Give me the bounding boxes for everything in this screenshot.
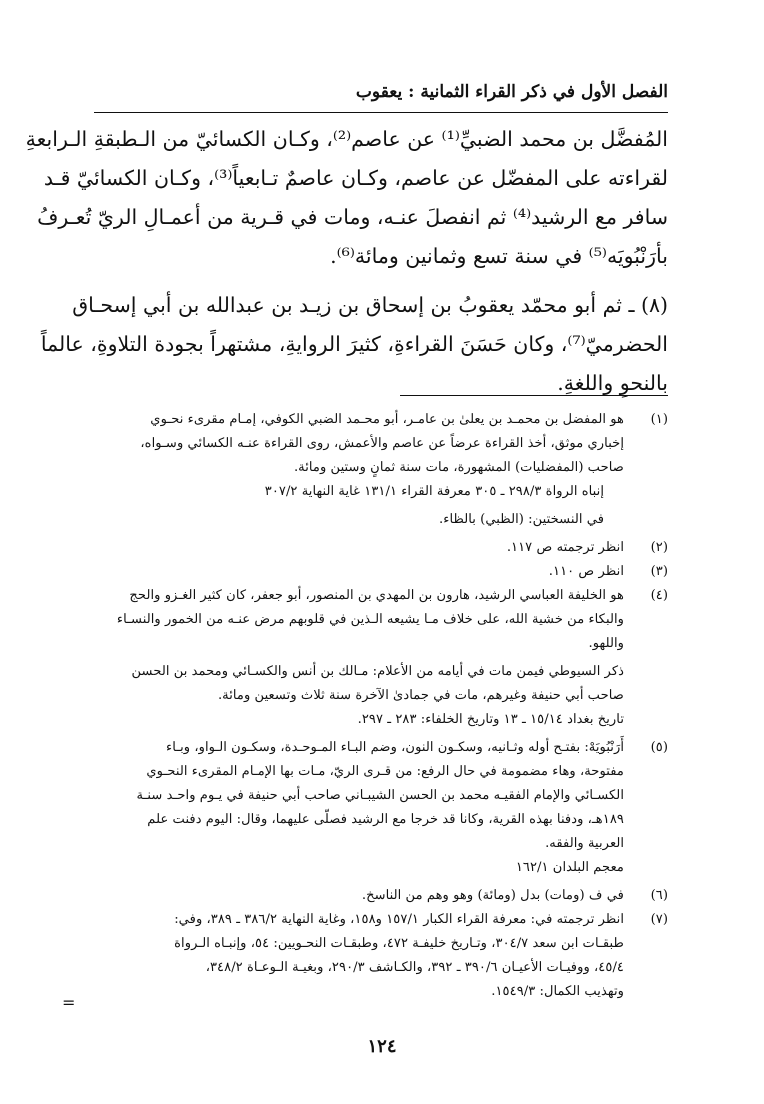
paragraph-2-line: (٨) ـ ثم أبو محمّد يعقوبُ بن إسحاق بن زيـد بن عبدالله بن أبي إسحـاق xyxy=(72,293,668,317)
footnote-line: واللهو. xyxy=(588,636,624,651)
footnote-line: انظر ترجمته ص ١١٧. xyxy=(506,540,624,555)
footnote-6 xyxy=(94,884,668,908)
footnote-number: (٧) xyxy=(650,912,668,927)
footnote-7 xyxy=(94,908,668,1004)
footnote-number: (٢) xyxy=(650,540,668,555)
page-number: ١٢٤ xyxy=(367,1036,397,1057)
footnote-line: الكسـائي والإمام الفقيـه محمد بن الحسن الشيبـاني صاحب أبي حنيفة في يـوم واحـد سنـة xyxy=(136,788,624,803)
paragraph-2-line: الحضرميّ⁽⁷⁾، وكان حَسَنَ القراءةِ، كثيرَ الروايةِ، مشتهراً بجودة التلاوةِ، عالماً xyxy=(40,332,668,356)
footnote-line: طبقـات ابن سعد ٣٠٤/٧، وتـاريخ خليفـة ٤٧٢، وطبقـات النحـويين: ٥٤، وإنبـاه الـرواة xyxy=(174,936,624,951)
footnote-number: (٣) xyxy=(650,564,668,579)
paragraph-1-line: بأرَنْبُويَه⁽⁵⁾ في سنة تسع وثمانين ومائة⁽⁶⁾. xyxy=(330,244,668,268)
running-header-title: الفصل الأول في ذكر القراء الثمانية : يعقوب xyxy=(355,82,668,102)
footnote-line: في ف (ومات) بدل (ومائة) وهو وهم من الناسخ. xyxy=(361,888,624,903)
footnote-number: (٥) xyxy=(650,740,668,755)
paragraph-1 xyxy=(25,120,668,276)
footnote-note xyxy=(94,508,624,532)
footnote-line: هو المفضل بن محمـد بن يعلىٰ بن عامـر، أبو محـمد الضبي الكوفي، إمـام مقرىء نحـوي xyxy=(150,412,624,427)
footnote-number: (٤) xyxy=(650,588,668,603)
footnote-line: تاريخ بغداد ١٥/١٤ ـ ١٣ وتاريخ الخلفاء: ٢٨٣ ـ ٢٩٧. xyxy=(357,712,624,727)
footnote-line: أَرَنْبُويَهْ: بفتـح أوله وثـانيه، وسكـون النون، وضم البـاء المـوحـدة، وسكـون الـواو، وبـاء xyxy=(166,740,624,755)
footnote-line: في النسختين: (الظبي) بالظاء. xyxy=(439,512,604,527)
footnote-line: مفتوحة، وهاء مضمومة في حال الرفع: من قـرى الريّ، مـات بها الإمـام المقرىء النحـوي xyxy=(146,764,624,779)
paragraph-2-line: بالنحوِ واللغةِ. xyxy=(557,371,668,395)
footnote-separator xyxy=(400,395,668,396)
footnote-line: والبكاء من خشية الله، على خلاف مـا يشيعه الـذين في قلوبهم مرض عنـه من الخمور والنسـاء xyxy=(116,612,624,627)
footnote-line: هو الخليفة العباسي الرشيد، هارون بن المهدي بن المنصور، أبو جعفر، كان كثير الغـزو والحج xyxy=(129,588,624,603)
footnote-line: وتهذيب الكمال: ١٥٤٩/٣. xyxy=(491,984,624,999)
footnote-line: ذكر السيوطي فيمن مات في أيامه من الأعلام: مـالك بن أنس والكسـائي ومحمد بن الحسن xyxy=(131,664,624,679)
footnote-number: (١) xyxy=(650,412,668,427)
footnote-4 xyxy=(94,584,668,732)
paragraph-1-line: المُفضَّل بن محمد الضبيِّ⁽¹⁾ عن عاصم⁽²⁾، وكـان الكسائيّ من الـطبقةِ الـرابعةِ xyxy=(25,127,668,151)
footnote-2 xyxy=(94,536,668,560)
footnote-line: العربية والفقه. xyxy=(545,836,624,851)
footnote-line: صاحب أبي حنيفة وغيرهم، مات في جمادىٰ الآخرة سنة ثلاث وتسعين ومائة. xyxy=(217,688,624,703)
footnote-line: انظر ترجمته في: معرفة القراء الكبار ١٥٧/١ و١٥٨، وغاية النهاية ٣٨٦/٢ ـ ٣٨٩، وفي: xyxy=(174,912,624,927)
footnote-line: انظر ص ١١٠. xyxy=(548,564,624,579)
paragraph-1-line: سافر مع الرشيد⁽⁴⁾ ثم انفصلَ عنـه، ومات في قـرية من أعمـالِ الريّ تُعـرفُ xyxy=(37,205,668,229)
footnote-1 xyxy=(94,408,668,532)
running-header xyxy=(94,78,668,113)
footnote-note xyxy=(94,660,624,732)
paragraph-2 xyxy=(40,286,668,403)
paragraph-1-line: لقراءته على المفضّل عن عاصم، وكـان عاصمٌ تـابعياً⁽³⁾، وكـان الكسائيّ قـد xyxy=(43,166,668,190)
footnote-reference: إنباه الرواة ٢٩٨/٣ ـ ٣٠٥ معرفة القراء ١٣١/١ غاية النهاية ٣٠٧/٢ xyxy=(264,484,604,499)
footnote-line: صاحب (المفضليات) المشهورة، مات سنة ثمانٍ وستين ومائة. xyxy=(293,460,624,475)
footnote-3 xyxy=(94,560,668,584)
footnote-line: ١٨٩هـ، ودفنا بهذه القرية، وكانا قد خرجا مع الرشيد فصلّى عليهما، وقال: اليوم دفنت علم xyxy=(147,812,624,827)
footnote-line: ٤٥/٤، ووفيـات الأعيـان ٣٩٠/٦ ـ ٣٩٢، والكـاشف ٢٩٠/٣، وبغيـة الـوعـاة ٣٤٨/٢، xyxy=(205,960,624,975)
footnote-line: إخباري موثق، أخذ القراءة عرضاً عن عاصم والأعمش، روى القراءة عنـه الكسائي وسـواه، xyxy=(140,436,624,451)
footnotes xyxy=(94,408,668,1004)
footnote-number: (٦) xyxy=(650,888,668,903)
continuation-mark: = xyxy=(62,993,76,1012)
footnote-5 xyxy=(94,736,668,880)
main-text xyxy=(25,120,668,403)
footnote-reference: معجم البلدان ١٦٢/١ xyxy=(515,860,624,875)
